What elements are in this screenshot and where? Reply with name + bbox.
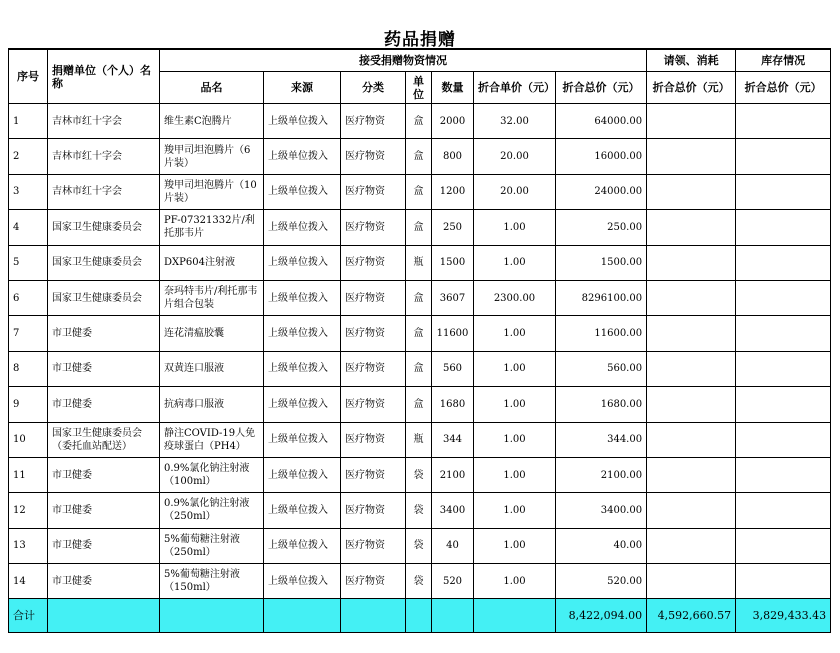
header-stock-total: 折合总价（元） (736, 72, 831, 104)
row-seq: 1 (9, 104, 48, 139)
row-unit: 盒 (406, 139, 432, 174)
row-unit: 盒 (406, 316, 432, 351)
row-category: 医疗物资 (341, 210, 406, 245)
header-total-price: 折合总价（元） (556, 72, 647, 104)
table-row (9, 104, 831, 139)
row-seq: 6 (9, 280, 48, 315)
row-donor: 市卫健委 (48, 316, 160, 351)
row-category: 医疗物资 (341, 174, 406, 209)
row-category: 医疗物资 (341, 422, 406, 457)
row-unit: 盒 (406, 280, 432, 315)
row-quantity: 800 (432, 139, 474, 174)
row-requested-total (647, 139, 736, 174)
row-item-name: 5%葡萄糖注射液（250ml） (160, 528, 264, 563)
row-donor: 市卫健委 (48, 493, 160, 528)
row-category: 医疗物资 (341, 457, 406, 492)
row-quantity: 2000 (432, 104, 474, 139)
row-quantity: 3607 (432, 280, 474, 315)
row-unit: 瓶 (406, 422, 432, 457)
row-unit: 袋 (406, 528, 432, 563)
row-item-name: 羧甲司坦泡腾片（10片装） (160, 174, 264, 209)
total-received-value: 8,422,094.00 (556, 599, 647, 633)
row-donor: 市卫健委 (48, 387, 160, 422)
row-item-name: 维生素C泡腾片 (160, 104, 264, 139)
row-unit-price: 1.00 (474, 351, 556, 386)
row-seq: 10 (9, 422, 48, 457)
row-donor: 吉林市红十字会 (48, 174, 160, 209)
row-donor: 市卫健委 (48, 457, 160, 492)
row-requested-total (647, 387, 736, 422)
row-source: 上级单位拨入 (264, 351, 341, 386)
row-requested-total (647, 564, 736, 599)
row-requested-total (647, 210, 736, 245)
row-total-price: 250.00 (556, 210, 647, 245)
row-total-price: 24000.00 (556, 174, 647, 209)
row-seq: 4 (9, 210, 48, 245)
row-unit-price: 1.00 (474, 493, 556, 528)
row-stock-total (736, 422, 831, 457)
row-donor: 市卫健委 (48, 528, 160, 563)
row-requested-total (647, 245, 736, 280)
row-unit-price: 1.00 (474, 422, 556, 457)
total-row (9, 599, 831, 633)
table-row (9, 245, 831, 280)
row-donor: 吉林市红十字会 (48, 104, 160, 139)
row-total-price: 16000.00 (556, 139, 647, 174)
row-source: 上级单位拨入 (264, 493, 341, 528)
row-quantity: 250 (432, 210, 474, 245)
row-seq: 5 (9, 245, 48, 280)
row-item-name: 静注COVID-19人免疫球蛋白（PH4） (160, 422, 264, 457)
header-name: 品名 (160, 72, 264, 104)
row-unit-price: 32.00 (474, 104, 556, 139)
table-row (9, 316, 831, 351)
row-source: 上级单位拨入 (264, 210, 341, 245)
row-quantity: 1200 (432, 174, 474, 209)
row-seq: 12 (9, 493, 48, 528)
table-row (9, 564, 831, 599)
header-seq: 序号 (9, 49, 48, 104)
row-stock-total (736, 457, 831, 492)
row-requested-total (647, 104, 736, 139)
row-stock-total (736, 210, 831, 245)
row-unit-price: 2300.00 (474, 280, 556, 315)
row-stock-total (736, 564, 831, 599)
table-row (9, 457, 831, 492)
row-source: 上级单位拨入 (264, 528, 341, 563)
row-donor: 国家卫生健康委员会 (48, 245, 160, 280)
row-donor: 吉林市红十字会 (48, 139, 160, 174)
table-row (9, 280, 831, 315)
row-unit-price: 1.00 (474, 316, 556, 351)
row-quantity: 1500 (432, 245, 474, 280)
row-total-price: 40.00 (556, 528, 647, 563)
row-stock-total (736, 174, 831, 209)
total-cell-empty (160, 599, 264, 633)
row-item-name: 羧甲司坦泡腾片（6片装） (160, 139, 264, 174)
table-row (9, 528, 831, 563)
row-unit-price: 1.00 (474, 210, 556, 245)
row-requested-total (647, 422, 736, 457)
row-source: 上级单位拨入 (264, 457, 341, 492)
row-seq: 3 (9, 174, 48, 209)
row-item-name: 奈玛特韦片/利托那韦片组合包装 (160, 280, 264, 315)
total-cell-empty (432, 599, 474, 633)
row-category: 医疗物资 (341, 245, 406, 280)
row-total-price: 344.00 (556, 422, 647, 457)
row-requested-total (647, 528, 736, 563)
row-unit: 盒 (406, 351, 432, 386)
total-cell-empty (341, 599, 406, 633)
row-item-name: PF-07321332片/利托那韦片 (160, 210, 264, 245)
row-seq: 11 (9, 457, 48, 492)
row-item-name: 5%葡萄糖注射液（150ml） (160, 564, 264, 599)
row-total-price: 2100.00 (556, 457, 647, 492)
header-stock-group: 库存情况 (736, 49, 831, 72)
row-stock-total (736, 387, 831, 422)
row-category: 医疗物资 (341, 528, 406, 563)
row-donor: 国家卫生健康委员会 (48, 280, 160, 315)
row-requested-total (647, 351, 736, 386)
row-unit-price: 20.00 (474, 174, 556, 209)
row-unit: 袋 (406, 493, 432, 528)
row-unit: 袋 (406, 457, 432, 492)
row-category: 医疗物资 (341, 316, 406, 351)
row-source: 上级单位拨入 (264, 422, 341, 457)
total-stock-value: 3,829,433.43 (736, 599, 831, 633)
row-source: 上级单位拨入 (264, 564, 341, 599)
header-unit-price: 折合单价（元） (474, 72, 556, 104)
row-category: 医疗物资 (341, 351, 406, 386)
row-total-price: 560.00 (556, 351, 647, 386)
row-stock-total (736, 493, 831, 528)
row-quantity: 2100 (432, 457, 474, 492)
row-quantity: 520 (432, 564, 474, 599)
row-total-price: 64000.00 (556, 104, 647, 139)
total-label: 合计 (9, 599, 48, 633)
header-received-group: 接受捐赠物资情况 (160, 49, 647, 72)
total-cell-empty (474, 599, 556, 633)
row-seq: 13 (9, 528, 48, 563)
row-unit: 盒 (406, 104, 432, 139)
row-unit-price: 20.00 (474, 139, 556, 174)
table-row (9, 387, 831, 422)
row-requested-total (647, 493, 736, 528)
table-row (9, 139, 831, 174)
row-item-name: 0.9%氯化钠注射液（100ml） (160, 457, 264, 492)
total-cell-empty (406, 599, 432, 633)
row-item-name: DXP604注射液 (160, 245, 264, 280)
row-stock-total (736, 528, 831, 563)
row-source: 上级单位拨入 (264, 387, 341, 422)
row-total-price: 520.00 (556, 564, 647, 599)
row-unit-price: 1.00 (474, 528, 556, 563)
row-quantity: 40 (432, 528, 474, 563)
row-donor: 市卫健委 (48, 564, 160, 599)
header-category: 分类 (341, 72, 406, 104)
row-stock-total (736, 280, 831, 315)
row-seq: 8 (9, 351, 48, 386)
row-source: 上级单位拨入 (264, 139, 341, 174)
header-source: 来源 (264, 72, 341, 104)
row-seq: 7 (9, 316, 48, 351)
row-category: 医疗物资 (341, 139, 406, 174)
row-seq: 9 (9, 387, 48, 422)
header-unit: 单位 (406, 72, 432, 104)
row-source: 上级单位拨入 (264, 316, 341, 351)
row-requested-total (647, 280, 736, 315)
row-category: 医疗物资 (341, 387, 406, 422)
row-total-price: 8296100.00 (556, 280, 647, 315)
donation-table (8, 48, 831, 633)
row-unit-price: 1.00 (474, 564, 556, 599)
header-quantity: 数量 (432, 72, 474, 104)
header-requested-group: 请领、消耗 (647, 49, 736, 72)
row-stock-total (736, 139, 831, 174)
row-requested-total (647, 174, 736, 209)
row-source: 上级单位拨入 (264, 280, 341, 315)
table-row (9, 174, 831, 209)
row-stock-total (736, 316, 831, 351)
row-seq: 2 (9, 139, 48, 174)
row-seq: 14 (9, 564, 48, 599)
row-total-price: 1500.00 (556, 245, 647, 280)
row-quantity: 11600 (432, 316, 474, 351)
table-row (9, 493, 831, 528)
row-quantity: 344 (432, 422, 474, 457)
row-source: 上级单位拨入 (264, 245, 341, 280)
header-donor: 捐赠单位（个人）名称 (48, 49, 160, 104)
table-row (9, 422, 831, 457)
row-item-name: 抗病毒口服液 (160, 387, 264, 422)
row-unit: 盒 (406, 174, 432, 209)
total-cell-empty (264, 599, 341, 633)
row-item-name: 连花清瘟胶囊 (160, 316, 264, 351)
row-category: 医疗物资 (341, 280, 406, 315)
row-donor: 国家卫生健康委员会（委托血站配送） (48, 422, 160, 457)
table-row (9, 351, 831, 386)
row-quantity: 3400 (432, 493, 474, 528)
row-total-price: 3400.00 (556, 493, 647, 528)
total-cell-empty (48, 599, 160, 633)
row-donor: 市卫健委 (48, 351, 160, 386)
row-category: 医疗物资 (341, 493, 406, 528)
row-stock-total (736, 351, 831, 386)
total-requested-value: 4,592,660.57 (647, 599, 736, 633)
row-unit: 盒 (406, 210, 432, 245)
row-donor: 国家卫生健康委员会 (48, 210, 160, 245)
table-row (9, 210, 831, 245)
row-total-price: 11600.00 (556, 316, 647, 351)
row-unit: 瓶 (406, 245, 432, 280)
page-title: 药品捐赠 (384, 30, 456, 50)
row-item-name: 双黄连口服液 (160, 351, 264, 386)
row-category: 医疗物资 (341, 104, 406, 139)
row-unit-price: 1.00 (474, 387, 556, 422)
row-unit: 袋 (406, 564, 432, 599)
row-source: 上级单位拨入 (264, 174, 341, 209)
row-total-price: 1680.00 (556, 387, 647, 422)
row-unit-price: 1.00 (474, 457, 556, 492)
row-unit-price: 1.00 (474, 245, 556, 280)
row-quantity: 560 (432, 351, 474, 386)
row-requested-total (647, 316, 736, 351)
row-item-name: 0.9%氯化钠注射液（250ml） (160, 493, 264, 528)
header-requested-total: 折合总价（元） (647, 72, 736, 104)
row-stock-total (736, 104, 831, 139)
row-category: 医疗物资 (341, 564, 406, 599)
row-requested-total (647, 457, 736, 492)
row-unit: 盒 (406, 387, 432, 422)
row-source: 上级单位拨入 (264, 104, 341, 139)
row-quantity: 1680 (432, 387, 474, 422)
row-stock-total (736, 245, 831, 280)
